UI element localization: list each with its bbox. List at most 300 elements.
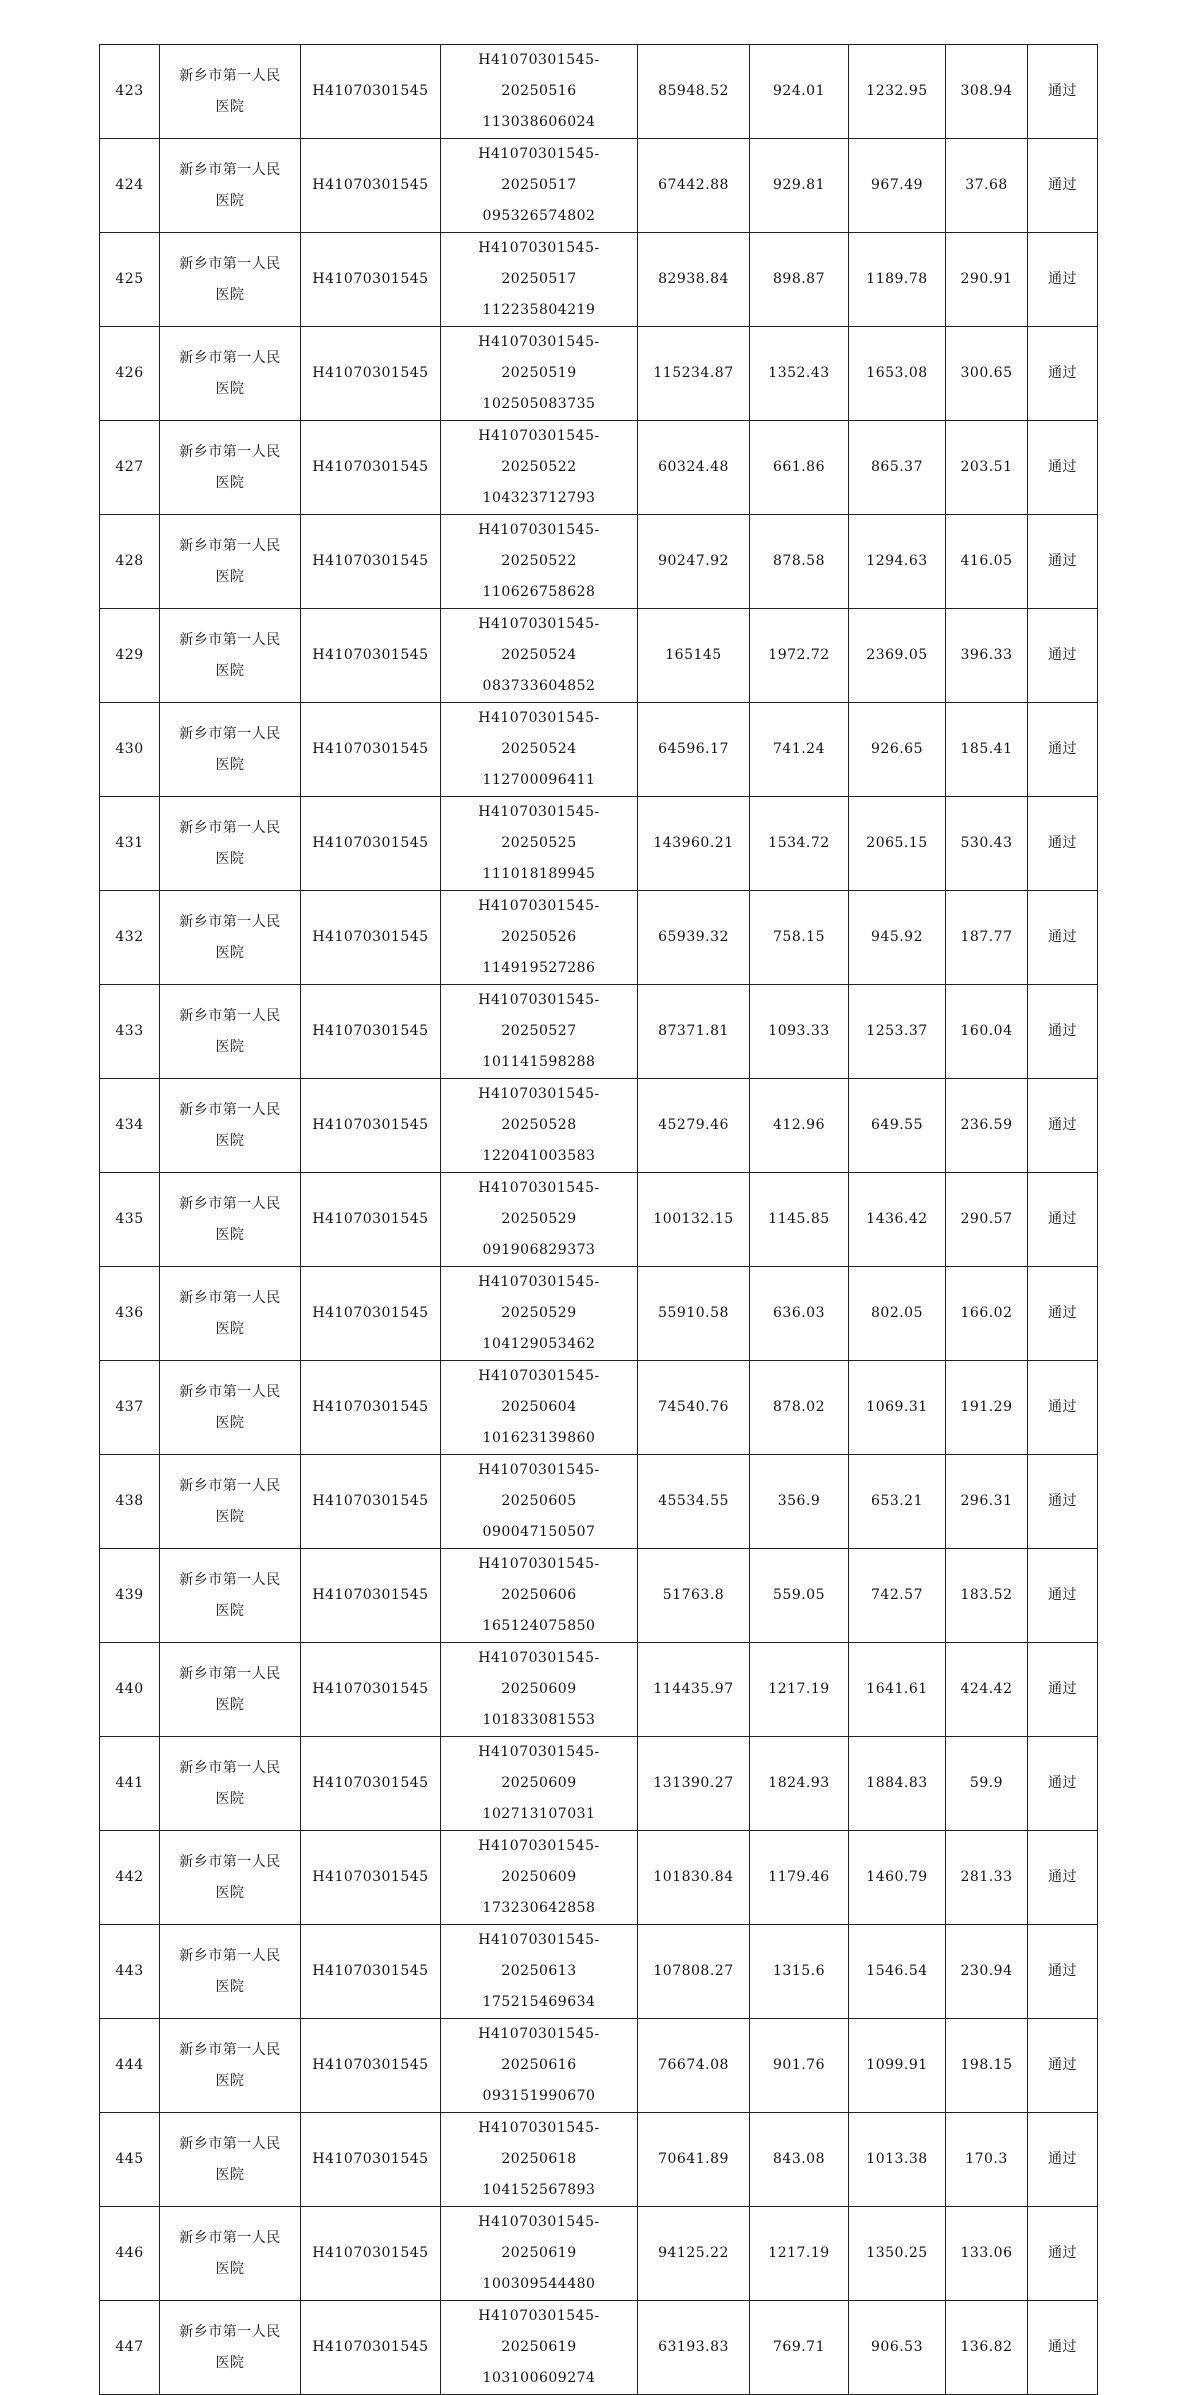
total-amount-cell: 101830.84 <box>638 1831 750 1925</box>
result-cell: 通过 <box>1028 1173 1098 1267</box>
hospital-code-cell: H41070301545 <box>301 327 441 421</box>
seq-cell: 427 <box>100 421 160 515</box>
hospital-code-cell: H41070301545 <box>301 1737 441 1831</box>
record-id-line-2: 083733604852 <box>482 678 596 694</box>
record-id-cell <box>441 2019 638 2113</box>
record-id-line-1: H41070301545-20250516 <box>478 52 600 99</box>
result-cell: 通过 <box>1028 703 1098 797</box>
hospital-code-cell: H41070301545 <box>301 1831 441 1925</box>
hospital-name-line-1: 新乡市第一人民 <box>179 1289 281 1306</box>
hospital-name-line-2: 医院 <box>215 2166 245 2183</box>
record-id-line-1: H41070301545-20250527 <box>478 992 600 1039</box>
record-id-line-1: H41070301545-20250522 <box>478 522 600 569</box>
total-amount-cell: 63193.83 <box>638 2301 750 2395</box>
seq-cell: 435 <box>100 1173 160 1267</box>
record-id-line-1: H41070301545-20250609 <box>478 1650 600 1697</box>
table-body <box>100 45 1098 2395</box>
amount-b-cell: 1641.61 <box>849 1643 946 1737</box>
total-amount-cell: 45534.55 <box>638 1455 750 1549</box>
hospital-code-cell: H41070301545 <box>301 703 441 797</box>
amount-b-cell: 906.53 <box>849 2301 946 2395</box>
record-id-cell <box>441 1079 638 1173</box>
record-id-line-1: H41070301545-20250605 <box>478 1462 600 1509</box>
amount-b-cell: 1460.79 <box>849 1831 946 1925</box>
hospital-name-line-2: 医院 <box>215 1602 245 1619</box>
seq-cell: 441 <box>100 1737 160 1831</box>
hospital-name-line-1: 新乡市第一人民 <box>179 1195 281 1212</box>
record-id-line-1: H41070301545-20250529 <box>478 1274 600 1321</box>
hospital-name-cell <box>160 1079 301 1173</box>
hospital-name-line-2: 医院 <box>215 1978 245 1995</box>
table-row <box>100 1455 1098 1549</box>
table-row <box>100 421 1098 515</box>
hospital-name-line-1: 新乡市第一人民 <box>179 2323 281 2340</box>
hospital-name-line-1: 新乡市第一人民 <box>179 161 281 178</box>
hospital-name-line-1: 新乡市第一人民 <box>179 537 281 554</box>
record-id-line-2: 091906829373 <box>482 1242 596 1258</box>
hospital-name-line-2: 医院 <box>215 1884 245 1901</box>
amount-b-cell: 2065.15 <box>849 797 946 891</box>
record-id-cell <box>441 1831 638 1925</box>
hospital-name-line-2: 医院 <box>215 1132 245 1149</box>
difference-cell: 530.43 <box>946 797 1028 891</box>
amount-a-cell: 1145.85 <box>750 1173 849 1267</box>
table-row <box>100 1643 1098 1737</box>
hospital-name-cell <box>160 1549 301 1643</box>
amount-b-cell: 742.57 <box>849 1549 946 1643</box>
difference-cell: 290.57 <box>946 1173 1028 1267</box>
hospital-code-cell: H41070301545 <box>301 233 441 327</box>
record-id-line-2: 165124075850 <box>482 1618 596 1634</box>
hospital-code-cell: H41070301545 <box>301 1455 441 1549</box>
result-cell: 通过 <box>1028 985 1098 1079</box>
hospital-code-cell: H41070301545 <box>301 2207 441 2301</box>
seq-cell: 437 <box>100 1361 160 1455</box>
hospital-name-line-2: 医院 <box>215 286 245 303</box>
difference-cell: 185.41 <box>946 703 1028 797</box>
result-cell: 通过 <box>1028 233 1098 327</box>
seq-cell: 424 <box>100 139 160 233</box>
hospital-name-cell <box>160 45 301 139</box>
record-id-cell <box>441 421 638 515</box>
record-id-cell <box>441 515 638 609</box>
hospital-name-line-2: 医院 <box>215 2260 245 2277</box>
record-id-line-1: H41070301545-20250525 <box>478 804 600 851</box>
result-cell: 通过 <box>1028 515 1098 609</box>
result-cell: 通过 <box>1028 891 1098 985</box>
table-row <box>100 1361 1098 1455</box>
amount-a-cell: 843.08 <box>750 2113 849 2207</box>
record-id-line-2: 101623139860 <box>482 1430 596 1446</box>
amount-b-cell: 865.37 <box>849 421 946 515</box>
record-id-line-2: 101833081553 <box>482 1712 596 1728</box>
seq-cell: 440 <box>100 1643 160 1737</box>
table-row <box>100 1267 1098 1361</box>
hospital-name-cell <box>160 2113 301 2207</box>
hospital-name-cell <box>160 327 301 421</box>
record-id-cell <box>441 985 638 1079</box>
hospital-code-cell: H41070301545 <box>301 797 441 891</box>
record-id-cell <box>441 797 638 891</box>
record-id-line-2: 104323712793 <box>482 490 596 506</box>
hospital-name-line-1: 新乡市第一人民 <box>179 1947 281 1964</box>
hospital-code-cell: H41070301545 <box>301 891 441 985</box>
record-id-line-2: 104152567893 <box>482 2182 596 2198</box>
record-id-line-2: 113038606024 <box>482 114 596 130</box>
hospital-name-line-1: 新乡市第一人民 <box>179 1477 281 1494</box>
hospital-name-cell <box>160 139 301 233</box>
hospital-name-line-2: 医院 <box>215 944 245 961</box>
hospital-name-cell <box>160 1737 301 1831</box>
hospital-code-cell: H41070301545 <box>301 1643 441 1737</box>
hospital-name-cell <box>160 609 301 703</box>
difference-cell: 296.31 <box>946 1455 1028 1549</box>
table-row <box>100 2301 1098 2395</box>
record-id-cell <box>441 1549 638 1643</box>
hospital-name-line-1: 新乡市第一人民 <box>179 1853 281 1870</box>
record-id-cell <box>441 1455 638 1549</box>
hospital-name-line-1: 新乡市第一人民 <box>179 2041 281 2058</box>
hospital-name-line-1: 新乡市第一人民 <box>179 725 281 742</box>
result-cell: 通过 <box>1028 2207 1098 2301</box>
seq-cell: 438 <box>100 1455 160 1549</box>
hospital-name-line-2: 医院 <box>215 380 245 397</box>
hospital-name-line-2: 医院 <box>215 2354 245 2371</box>
difference-cell: 424.42 <box>946 1643 1028 1737</box>
table-row <box>100 2113 1098 2207</box>
record-id-line-2: 175215469634 <box>482 1994 596 2010</box>
table-row <box>100 1549 1098 1643</box>
seq-cell: 425 <box>100 233 160 327</box>
difference-cell: 133.06 <box>946 2207 1028 2301</box>
amount-b-cell: 1099.91 <box>849 2019 946 2113</box>
result-cell: 通过 <box>1028 1549 1098 1643</box>
result-cell: 通过 <box>1028 1361 1098 1455</box>
record-id-cell <box>441 2301 638 2395</box>
seq-cell: 439 <box>100 1549 160 1643</box>
table-row <box>100 327 1098 421</box>
difference-cell: 203.51 <box>946 421 1028 515</box>
hospital-code-cell: H41070301545 <box>301 45 441 139</box>
difference-cell: 236.59 <box>946 1079 1028 1173</box>
hospital-code-cell: H41070301545 <box>301 515 441 609</box>
seq-cell: 430 <box>100 703 160 797</box>
record-id-cell <box>441 1173 638 1267</box>
result-cell: 通过 <box>1028 2113 1098 2207</box>
result-cell: 通过 <box>1028 45 1098 139</box>
record-id-cell <box>441 1267 638 1361</box>
hospital-name-cell <box>160 1831 301 1925</box>
hospital-code-cell: H41070301545 <box>301 1361 441 1455</box>
difference-cell: 37.68 <box>946 139 1028 233</box>
hospital-name-cell <box>160 515 301 609</box>
seq-cell: 432 <box>100 891 160 985</box>
total-amount-cell: 76674.08 <box>638 2019 750 2113</box>
hospital-name-cell <box>160 2207 301 2301</box>
record-id-line-2: 103100609274 <box>482 2370 596 2386</box>
amount-a-cell: 1352.43 <box>750 327 849 421</box>
result-cell: 通过 <box>1028 139 1098 233</box>
record-id-line-2: 095326574802 <box>482 208 596 224</box>
difference-cell: 416.05 <box>946 515 1028 609</box>
hospital-name-cell <box>160 1361 301 1455</box>
record-id-line-1: H41070301545-20250619 <box>478 2214 600 2261</box>
table-row <box>100 609 1098 703</box>
difference-cell: 170.3 <box>946 2113 1028 2207</box>
difference-cell: 191.29 <box>946 1361 1028 1455</box>
total-amount-cell: 143960.21 <box>638 797 750 891</box>
total-amount-cell: 55910.58 <box>638 1267 750 1361</box>
result-cell: 通过 <box>1028 1267 1098 1361</box>
table-row <box>100 515 1098 609</box>
hospital-name-line-2: 医院 <box>215 1696 245 1713</box>
amount-b-cell: 967.49 <box>849 139 946 233</box>
hospital-name-line-1: 新乡市第一人民 <box>179 1665 281 1682</box>
record-id-line-1: H41070301545-20250524 <box>478 616 600 663</box>
record-id-line-1: H41070301545-20250606 <box>478 1556 600 1603</box>
hospital-name-line-2: 医院 <box>215 192 245 209</box>
seq-cell: 423 <box>100 45 160 139</box>
table-row <box>100 1925 1098 2019</box>
amount-b-cell: 649.55 <box>849 1079 946 1173</box>
result-cell: 通过 <box>1028 797 1098 891</box>
record-id-line-1: H41070301545-20250609 <box>478 1744 600 1791</box>
amount-b-cell: 1546.54 <box>849 1925 946 2019</box>
hospital-name-line-2: 医院 <box>215 1790 245 1807</box>
hospital-name-cell <box>160 421 301 515</box>
record-id-line-2: 102713107031 <box>482 1806 596 1822</box>
record-id-line-1: H41070301545-20250526 <box>478 898 600 945</box>
record-id-line-2: 101141598288 <box>482 1054 596 1070</box>
record-id-line-1: H41070301545-20250613 <box>478 1932 600 1979</box>
record-id-cell <box>441 1361 638 1455</box>
table-row <box>100 139 1098 233</box>
table-row <box>100 233 1098 327</box>
amount-a-cell: 559.05 <box>750 1549 849 1643</box>
amount-b-cell: 1069.31 <box>849 1361 946 1455</box>
total-amount-cell: 82938.84 <box>638 233 750 327</box>
seq-cell: 436 <box>100 1267 160 1361</box>
difference-cell: 290.91 <box>946 233 1028 327</box>
seq-cell: 446 <box>100 2207 160 2301</box>
table-row <box>100 2019 1098 2113</box>
hospital-name-line-1: 新乡市第一人民 <box>179 349 281 366</box>
amount-a-cell: 741.24 <box>750 703 849 797</box>
hospital-code-cell: H41070301545 <box>301 2113 441 2207</box>
difference-cell: 230.94 <box>946 1925 1028 2019</box>
hospital-name-line-1: 新乡市第一人民 <box>179 1571 281 1588</box>
amount-a-cell: 1534.72 <box>750 797 849 891</box>
table-row <box>100 1173 1098 1267</box>
hospital-code-cell: H41070301545 <box>301 1549 441 1643</box>
hospital-name-cell <box>160 1267 301 1361</box>
result-cell: 通过 <box>1028 2019 1098 2113</box>
table-row <box>100 797 1098 891</box>
hospital-code-cell: H41070301545 <box>301 609 441 703</box>
amount-b-cell: 1884.83 <box>849 1737 946 1831</box>
amount-b-cell: 1253.37 <box>849 985 946 1079</box>
amount-a-cell: 769.71 <box>750 2301 849 2395</box>
table-row <box>100 1079 1098 1173</box>
record-id-line-2: 090047150507 <box>482 1524 596 1540</box>
result-cell: 通过 <box>1028 609 1098 703</box>
result-cell: 通过 <box>1028 1737 1098 1831</box>
seq-cell: 431 <box>100 797 160 891</box>
amount-a-cell: 1179.46 <box>750 1831 849 1925</box>
record-id-line-2: 173230642858 <box>482 1900 596 1916</box>
table-row <box>100 891 1098 985</box>
amount-a-cell: 636.03 <box>750 1267 849 1361</box>
result-cell: 通过 <box>1028 421 1098 515</box>
difference-cell: 300.65 <box>946 327 1028 421</box>
record-id-line-1: H41070301545-20250524 <box>478 710 600 757</box>
amount-a-cell: 758.15 <box>750 891 849 985</box>
difference-cell: 308.94 <box>946 45 1028 139</box>
total-amount-cell: 51763.8 <box>638 1549 750 1643</box>
amount-a-cell: 1093.33 <box>750 985 849 1079</box>
difference-cell: 166.02 <box>946 1267 1028 1361</box>
difference-cell: 136.82 <box>946 2301 1028 2395</box>
record-id-cell <box>441 1737 638 1831</box>
hospital-name-line-1: 新乡市第一人民 <box>179 67 281 84</box>
record-id-line-2: 112700096411 <box>482 772 596 788</box>
total-amount-cell: 64596.17 <box>638 703 750 797</box>
hospital-name-line-2: 医院 <box>215 850 245 867</box>
hospital-code-cell: H41070301545 <box>301 1267 441 1361</box>
amount-b-cell: 1350.25 <box>849 2207 946 2301</box>
amount-a-cell: 1217.19 <box>750 1643 849 1737</box>
seq-cell: 429 <box>100 609 160 703</box>
hospital-code-cell: H41070301545 <box>301 1925 441 2019</box>
record-id-cell <box>441 2207 638 2301</box>
seq-cell: 444 <box>100 2019 160 2113</box>
total-amount-cell: 107808.27 <box>638 1925 750 2019</box>
record-id-line-2: 112235804219 <box>482 302 596 318</box>
hospital-name-cell <box>160 891 301 985</box>
record-id-cell <box>441 2113 638 2207</box>
record-id-cell <box>441 891 638 985</box>
record-id-line-2: 114919527286 <box>482 960 596 976</box>
result-cell: 通过 <box>1028 1831 1098 1925</box>
hospital-name-line-2: 医院 <box>215 1038 245 1055</box>
difference-cell: 183.52 <box>946 1549 1028 1643</box>
record-id-cell <box>441 139 638 233</box>
amount-b-cell: 945.92 <box>849 891 946 985</box>
hospital-code-cell: H41070301545 <box>301 2301 441 2395</box>
hospital-code-cell: H41070301545 <box>301 421 441 515</box>
amount-a-cell: 901.76 <box>750 2019 849 2113</box>
hospital-name-line-1: 新乡市第一人民 <box>179 819 281 836</box>
amount-a-cell: 878.58 <box>750 515 849 609</box>
amount-b-cell: 926.65 <box>849 703 946 797</box>
record-id-line-1: H41070301545-20250529 <box>478 1180 600 1227</box>
seq-cell: 442 <box>100 1831 160 1925</box>
difference-cell: 59.9 <box>946 1737 1028 1831</box>
amount-a-cell: 661.86 <box>750 421 849 515</box>
record-id-cell <box>441 233 638 327</box>
record-id-line-1: H41070301545-20250619 <box>478 2308 600 2355</box>
hospital-name-cell <box>160 1643 301 1737</box>
record-id-line-1: H41070301545-20250522 <box>478 428 600 475</box>
result-cell: 通过 <box>1028 1643 1098 1737</box>
amount-b-cell: 1653.08 <box>849 327 946 421</box>
hospital-name-line-2: 医院 <box>215 568 245 585</box>
hospital-code-cell: H41070301545 <box>301 985 441 1079</box>
amount-b-cell: 653.21 <box>849 1455 946 1549</box>
result-cell: 通过 <box>1028 1455 1098 1549</box>
record-id-line-2: 111018189945 <box>482 866 596 882</box>
total-amount-cell: 114435.97 <box>638 1643 750 1737</box>
hospital-code-cell: H41070301545 <box>301 1173 441 1267</box>
seq-cell: 445 <box>100 2113 160 2207</box>
record-id-cell <box>441 1925 638 2019</box>
table-row <box>100 985 1098 1079</box>
hospital-name-line-2: 医院 <box>215 1508 245 1525</box>
record-id-line-1: H41070301545-20250604 <box>478 1368 600 1415</box>
total-amount-cell: 60324.48 <box>638 421 750 515</box>
hospital-name-cell <box>160 2301 301 2395</box>
amount-b-cell: 1436.42 <box>849 1173 946 1267</box>
total-amount-cell: 165145 <box>638 609 750 703</box>
hospital-code-cell: H41070301545 <box>301 2019 441 2113</box>
record-id-cell <box>441 609 638 703</box>
difference-cell: 198.15 <box>946 2019 1028 2113</box>
table-row <box>100 1737 1098 1831</box>
amount-a-cell: 898.87 <box>750 233 849 327</box>
total-amount-cell: 45279.46 <box>638 1079 750 1173</box>
result-cell: 通过 <box>1028 1925 1098 2019</box>
hospital-name-line-1: 新乡市第一人民 <box>179 443 281 460</box>
amount-b-cell: 1189.78 <box>849 233 946 327</box>
hospital-name-cell <box>160 1925 301 2019</box>
hospital-name-line-2: 医院 <box>215 1226 245 1243</box>
table-row <box>100 45 1098 139</box>
record-id-line-2: 100309544480 <box>482 2276 596 2292</box>
amount-a-cell: 1824.93 <box>750 1737 849 1831</box>
hospital-code-cell: H41070301545 <box>301 1079 441 1173</box>
amount-a-cell: 1315.6 <box>750 1925 849 2019</box>
amount-a-cell: 929.81 <box>750 139 849 233</box>
amount-a-cell: 412.96 <box>750 1079 849 1173</box>
hospital-name-line-2: 医院 <box>215 474 245 491</box>
total-amount-cell: 100132.15 <box>638 1173 750 1267</box>
seq-cell: 434 <box>100 1079 160 1173</box>
hospital-name-cell <box>160 797 301 891</box>
amount-b-cell: 2369.05 <box>849 609 946 703</box>
total-amount-cell: 115234.87 <box>638 327 750 421</box>
seq-cell: 426 <box>100 327 160 421</box>
hospital-name-line-1: 新乡市第一人民 <box>179 255 281 272</box>
difference-cell: 396.33 <box>946 609 1028 703</box>
result-cell: 通过 <box>1028 327 1098 421</box>
amount-b-cell: 1013.38 <box>849 2113 946 2207</box>
table-row <box>100 2207 1098 2301</box>
seq-cell: 433 <box>100 985 160 1079</box>
record-id-line-1: H41070301545-20250618 <box>478 2120 600 2167</box>
amount-b-cell: 1232.95 <box>849 45 946 139</box>
total-amount-cell: 90247.92 <box>638 515 750 609</box>
record-id-line-1: H41070301545-20250517 <box>478 240 600 287</box>
amount-a-cell: 878.02 <box>750 1361 849 1455</box>
record-id-line-1: H41070301545-20250519 <box>478 334 600 381</box>
hospital-name-line-2: 医院 <box>215 1414 245 1431</box>
hospital-name-cell <box>160 985 301 1079</box>
record-id-line-2: 104129053462 <box>482 1336 596 1352</box>
record-id-cell <box>441 703 638 797</box>
hospital-name-line-1: 新乡市第一人民 <box>179 2135 281 2152</box>
amount-a-cell: 1217.19 <box>750 2207 849 2301</box>
hospital-name-cell <box>160 703 301 797</box>
